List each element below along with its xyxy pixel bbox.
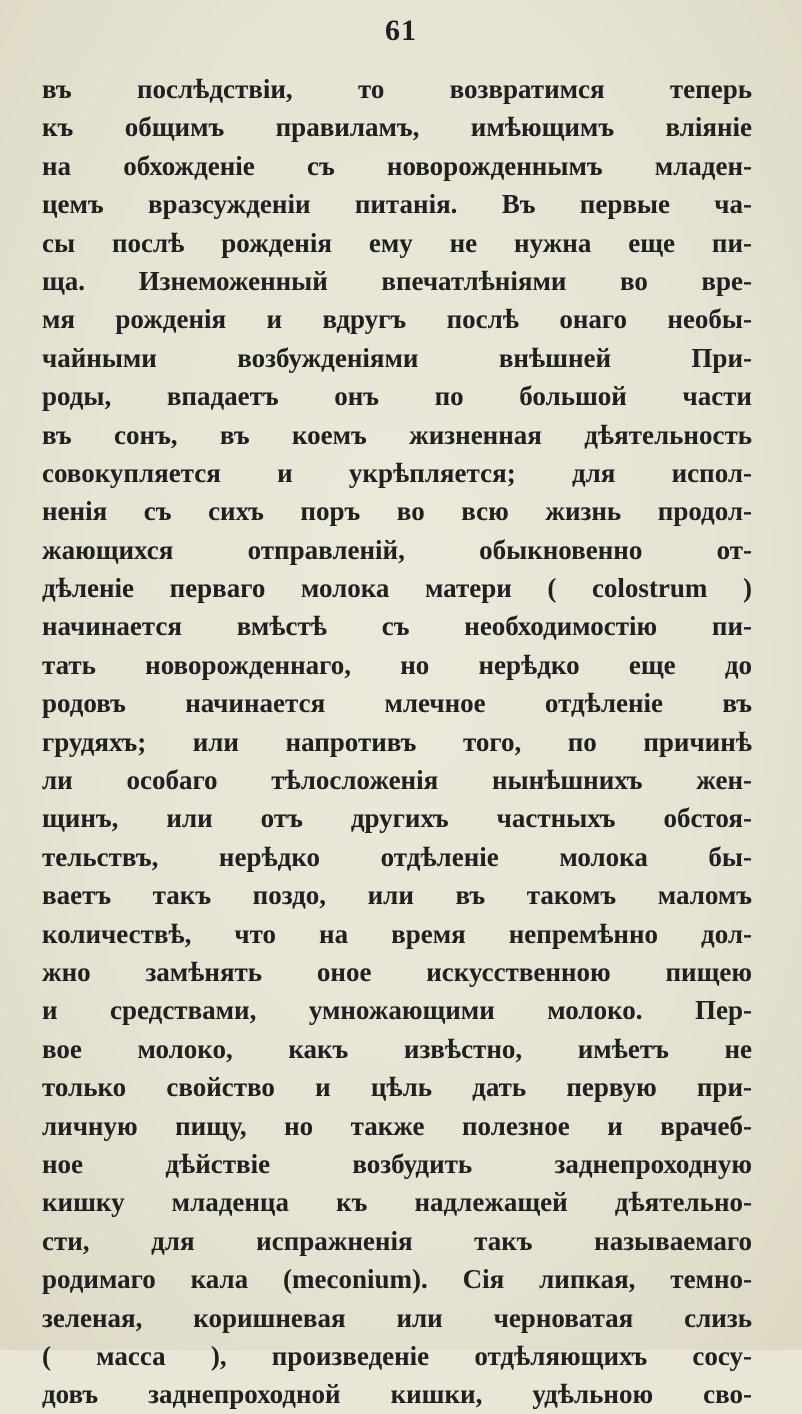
text-line: только свойство и цѣль дать первую при- (42, 1072, 752, 1103)
text-line: и средствами, умножающими молоко. Пер- (42, 995, 752, 1026)
text-line: вое молоко, какъ извѣстно, имѣетъ не (42, 1033, 752, 1064)
text-line: ща. Изнеможенный впечатлѣнiями во вре- (42, 265, 752, 296)
text-line: къ общимъ правиламъ, имѣющимъ влiянiе (42, 112, 752, 143)
text-line: тать новорожденнаго, но нерѣдко еще до (42, 649, 752, 680)
text-line: сти, для испражненiя такъ называемаго (42, 1225, 752, 1256)
text-line: кишку младенца къ надлежащей дѣятельно- (42, 1187, 752, 1218)
text-line: количествѣ, что на время непремѣнно дол- (42, 918, 752, 949)
text-line: ли особаго тѣлосложенiя нынѣшнихъ жен- (42, 765, 752, 796)
text-line: роды, впадаетъ онъ по большой части (42, 381, 752, 412)
text-line: въ сонъ, въ коемъ жизненная дѣятельность (42, 419, 752, 450)
text-line: родовъ начинается млечное отдѣленiе въ (42, 688, 752, 719)
text-line: ное дѣйствiе возбудить заднепроходную (42, 1148, 752, 1179)
text-line: довъ заднепроходной кишки, удѣльною сво- (42, 1379, 752, 1410)
text-line: жно замѣнять оное искусственною пищею (42, 956, 752, 987)
page-number: 61 (385, 14, 417, 47)
text-line: цемъ вразсужденiи питанiя. Въ первые ча- (42, 189, 752, 220)
text-line: чайными возбужденiями внѣшней При- (42, 342, 752, 373)
text-line: ( масса ), произведенiе отдѣляющихъ сосу- (42, 1340, 752, 1371)
text-line: совокупляется и укрѣпляется; для испол- (42, 457, 752, 488)
text-line: жающихся отправленiй, обыкновенно от- (42, 534, 752, 565)
text-line: мя рожденiя и вдругъ послѣ онаго необы- (42, 304, 752, 335)
text-line: ваетъ такъ поздо, или въ такомъ маломъ (42, 880, 752, 911)
text-line: ненiя съ сихъ поръ во всю жизнь продол- (42, 496, 752, 527)
text-line: щинъ, или отъ другихъ частныхъ обстоя- (42, 803, 752, 834)
text-line: личную пищу, но также полезное и врачеб- (42, 1110, 752, 1141)
text-line: начинается вмѣстѣ съ необходимостiю пи- (42, 611, 752, 642)
text-line: тельствъ, нерѣдко отдѣленiе молока бы- (42, 841, 752, 872)
text-line: въ послѣдствiи, то возвратимся теперь (42, 74, 752, 104)
text-line: на обхожденiе съ новорожденнымъ младен- (42, 150, 752, 181)
text-line: грудяхъ; или напротивъ того, по причинѣ (42, 726, 752, 757)
text-line: сы послѣ рожденiя ему не нужна еще пи- (42, 227, 752, 258)
body-text (42, 70, 752, 1414)
text-line: родимаго кала (meconium). Сiя липкая, темно- (42, 1264, 752, 1295)
text-line: зеленая, коришневая или черноватая слизь (42, 1302, 752, 1333)
text-line: дѣленiе перваго молока матери ( colostrum ) (42, 573, 752, 604)
